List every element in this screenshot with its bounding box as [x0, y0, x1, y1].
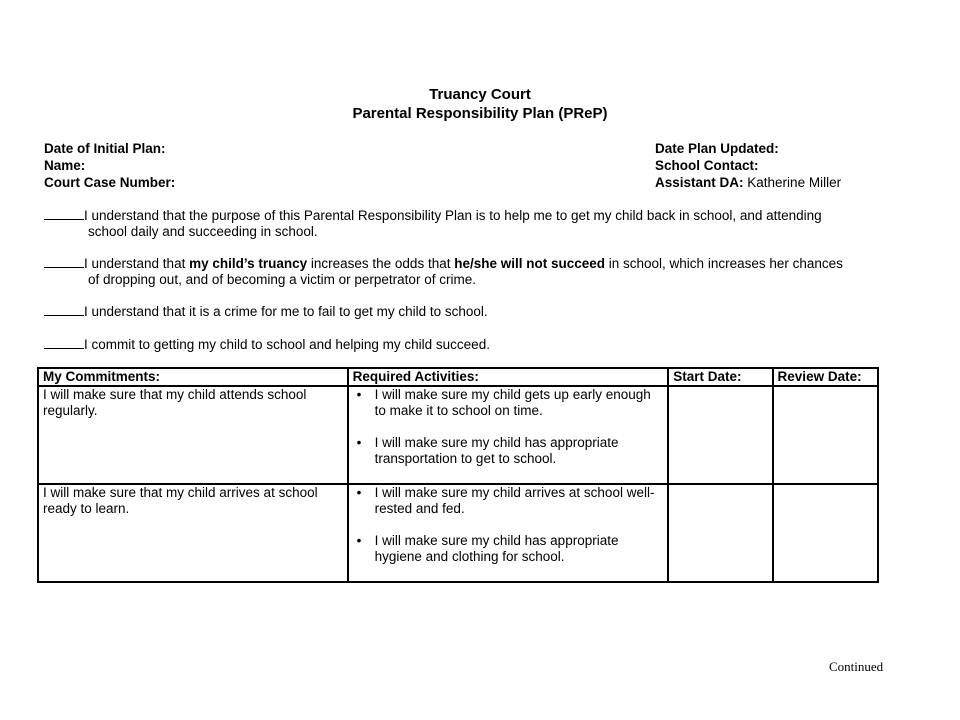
- table-row: [38, 484, 878, 582]
- commitments-table: [37, 367, 879, 583]
- statement-truancy-text: increases the odds that: [307, 256, 455, 271]
- header-activities: Required Activities:: [348, 368, 669, 386]
- statement-crime-text: I understand that it is a crime for me to fail to get my child to school.: [84, 304, 488, 319]
- start-date-cell[interactable]: [668, 386, 772, 484]
- statement-truancy-line2: of dropping out, and of becoming a victim or perpetrator of crime.: [88, 272, 476, 287]
- statement-truancy-text: I understand that: [84, 256, 190, 271]
- activities-cell: [348, 484, 669, 582]
- initial-blank[interactable]: [44, 336, 84, 349]
- statement-truancy: [44, 255, 914, 288]
- activity-item: • I will make sure my child has appropriate hygiene and clothing for school.: [353, 533, 664, 565]
- header-right: [655, 140, 841, 191]
- header-start-date: Start Date:: [668, 368, 772, 386]
- activity-item: • I will make sure my child gets up early enough to make it to school on time.: [353, 387, 664, 419]
- statement-commit: [44, 336, 914, 353]
- header-review-date: Review Date:: [773, 368, 878, 386]
- activity-item: • I will make sure my child has appropriate transportation to get to school.: [353, 435, 664, 467]
- statement-truancy-bold-1: my child’s truancy: [189, 256, 308, 271]
- review-date-cell[interactable]: [773, 484, 878, 582]
- assistant-da-label: Assistant DA:: [655, 175, 744, 190]
- statement-purpose-line1: I understand that the purpose of this Parental Responsibility Plan is to help me to get my child back in school, and attending: [84, 208, 822, 223]
- statement-crime: [44, 303, 914, 320]
- statement-truancy-text: in school, which increases her chances: [605, 256, 843, 271]
- statement-commit-text: I commit to getting my child to school and helping my child succeed.: [84, 337, 490, 352]
- assistant-da-line: [655, 174, 841, 191]
- initial-blank[interactable]: [44, 207, 84, 220]
- assistant-da-value: Katherine Miller: [747, 175, 842, 190]
- table-row: [38, 386, 878, 484]
- name-label: Name:: [44, 158, 86, 173]
- statement-purpose-line2: school daily and succeeding in school.: [88, 224, 318, 239]
- start-date-cell[interactable]: [668, 484, 772, 582]
- case-number-label: Court Case Number:: [44, 175, 176, 190]
- header-commitments: My Commitments:: [38, 368, 348, 386]
- activities-cell: [348, 386, 669, 484]
- date-updated-label: Date Plan Updated:: [655, 141, 779, 156]
- commitment-cell: I will make sure that my child attends school regularly.: [38, 386, 348, 484]
- statement-truancy-bold-2: he/she will not succeed: [454, 256, 606, 271]
- initial-blank[interactable]: [44, 255, 84, 268]
- document-subtitle: Parental Responsibility Plan (PReP): [352, 105, 608, 122]
- document-title: Truancy Court: [429, 86, 531, 103]
- activity-item: • I will make sure my child arrives at school well-rested and fed.: [353, 485, 664, 517]
- header-left: [44, 140, 175, 191]
- table-header-row: [38, 368, 878, 386]
- initial-blank[interactable]: [44, 303, 84, 316]
- continued-label: Continued: [829, 659, 884, 674]
- review-date-cell[interactable]: [773, 386, 878, 484]
- initial-plan-date-label: Date of Initial Plan:: [44, 141, 166, 156]
- school-contact-label: School Contact:: [655, 158, 759, 173]
- statement-purpose: [44, 207, 914, 240]
- commitment-cell: I will make sure that my child arrives at school ready to learn.: [38, 484, 348, 582]
